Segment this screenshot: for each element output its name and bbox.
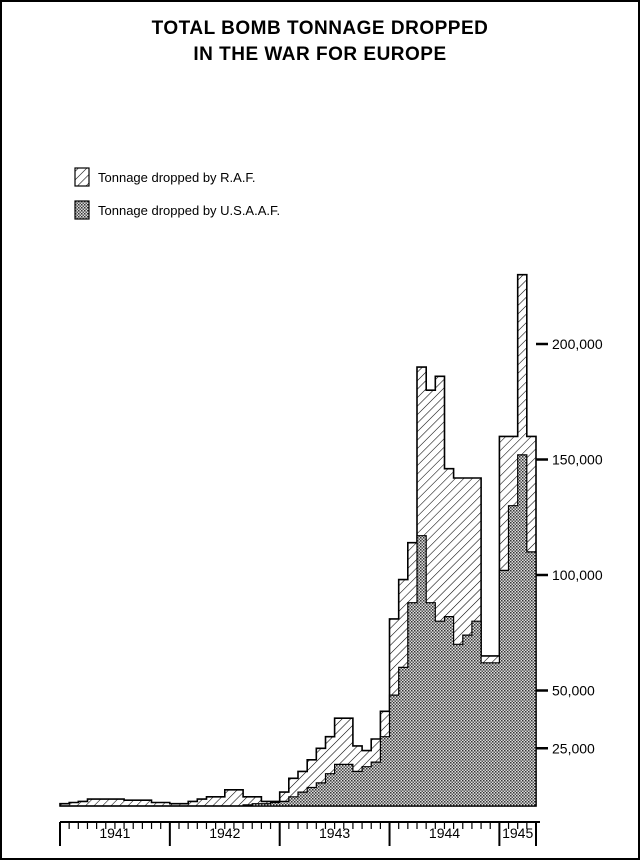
year-label: 1945 — [502, 825, 534, 841]
y-tick-label: 50,000 — [552, 682, 595, 699]
y-tick-label: 100,000 — [552, 567, 603, 583]
year-label: 1943 — [319, 825, 351, 841]
legend — [75, 168, 280, 219]
legend-raf-label: Tonnage dropped by R.A.F. — [98, 170, 256, 185]
legend-raf-swatch — [75, 168, 89, 186]
year-label: 1942 — [209, 825, 241, 841]
y-tick-label: 200,000 — [552, 336, 603, 352]
y-tick-label: 150,000 — [552, 451, 603, 468]
y-axis — [536, 336, 603, 756]
year-label: 1941 — [99, 825, 131, 841]
legend-usaaf-swatch — [75, 201, 89, 219]
chart-title-line2: IN THE WAR FOR EUROPE — [193, 44, 447, 65]
chart-title-line1: TOTAL BOMB TONNAGE DROPPED — [151, 18, 489, 39]
y-tick-label: 25,000 — [552, 740, 595, 757]
year-label: 1944 — [428, 825, 461, 841]
x-axis — [60, 822, 540, 846]
legend-usaaf-label: Tonnage dropped by U.S.A.A.F. — [98, 203, 281, 218]
series-layer — [60, 275, 536, 806]
